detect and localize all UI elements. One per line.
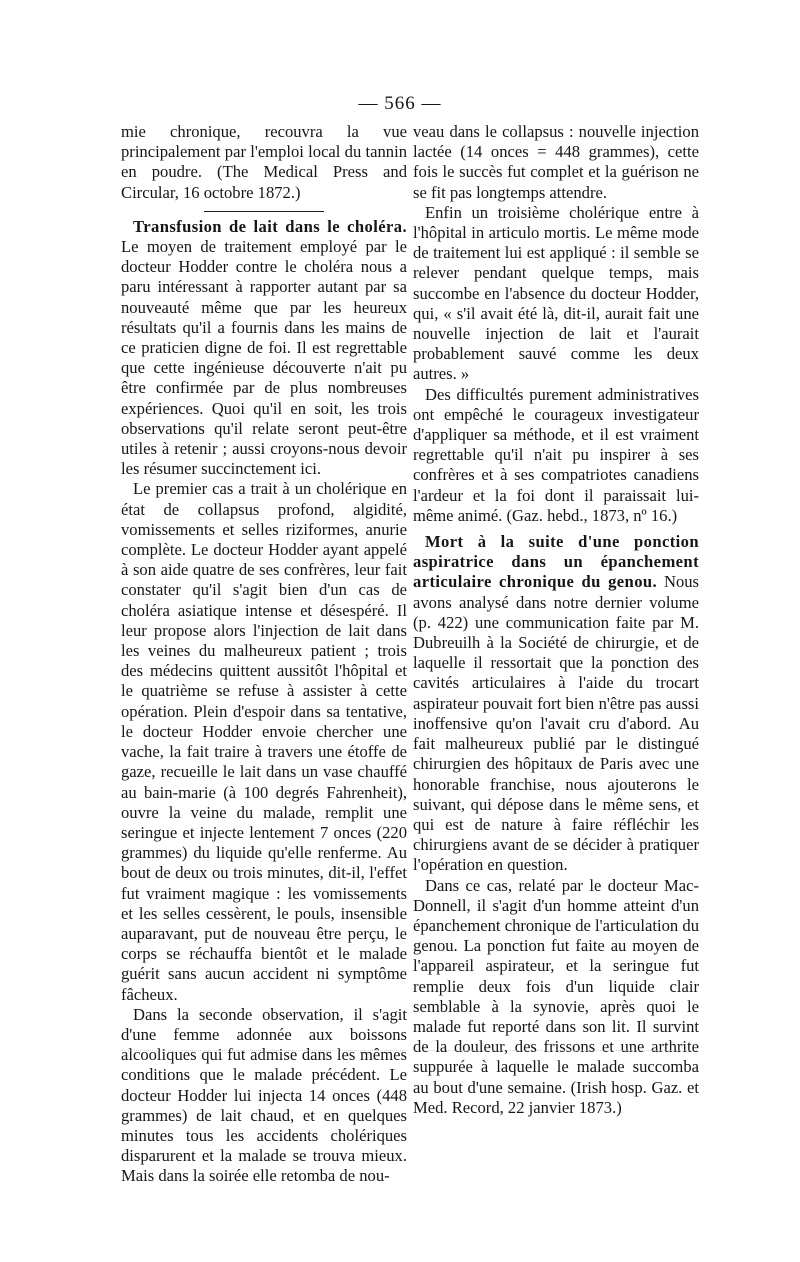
- show-through-line: [413, 1050, 699, 1059]
- article-intro-text: Le moyen de traitement employé par le docteur Hodder contre le choléra nous a paru intéressant à rapporter autant par sa nouveauté même que par les heureux résultats qu'il a fournis dans les mains de ce praticien digne de foi. Il est regrettable que cette ingénieuse découverte n'ait pu être confirmée par de plus nombreuses expériences. Quoi qu'il en soit, les trois observations qu'il relate seront peut-être utiles à retenir ; aussi croyons-nous devoir les résumer succinctement ici.: [121, 237, 407, 479]
- paragraph-mac-donnell-case: Dans ce cas, relaté par le docteur Mac-Donnell, il s'agit d'un homme atteint d'un épanchement chronique de l'articulation du genou. La ponction fut faite au moyen de l'appareil aspirateur, et la seringue fut remplie deux fois d'un liquide clair semblable à la synovie, après quoi le malade fut reporté dans son lit. Il survint de la douleur, des frissons et une arthrite suppurée à laquelle le malade succomba au bout d'une semaine. (Irish hosp. Gaz. et Med. Record, 22 janvier 1873.): [413, 875, 699, 1117]
- page-number: — 566 —: [358, 93, 442, 114]
- article-ponction-intro: [413, 532, 699, 875]
- show-through-line: [121, 1050, 407, 1059]
- article-heading: Mort à la suite d'une ponction aspiratrice dans un épanchement articulaire chronique du genou.: [413, 532, 699, 592]
- continued-paragraph: veau dans le collapsus : nouvelle injection lactée (14 onces = 448 grammes), cette fois le succès fut complet et la guérison ne se fit pas longtemps attendre.: [413, 122, 699, 202]
- paragraph-first-case: Le premier cas a trait à un cholérique en état de collapsus profond, algidité, vomissements et selles riziformes, anurie complète. Le docteur Hodder ayant appelé à son aide quatre de ses confrères, leur fait constater qu'il s'agit bien d'un cas de choléra asiatique intense et désespéré. Il leur propose alors l'injection de lait dans les veines du malheureux patient ; trois des médecins quittent aussitôt l'hôpital et le quatrième se refuse à assister à cette opération. Plein d'espoir dans sa tentative, le docteur Hodder envoie chercher une vache, la fait traire à travers une étoffe de gaze, recueille le lait dans un vase chauffé au bain-marie (à 100 degrés Fahrenheit), ouvre la veine du malade, remplit une seringue et injecte lentement 7 onces (220 grammes) du liquide qu'elle renferme. Au bout de deux ou trois minutes, dit-il, l'effet fut vraiment magique : les vomissements et les selles cessèrent, le pouls, insensible auparavant, put de nouveau être perçu, le corps se réchauffa bientôt et le malade guérit sans aucun accident ni symptôme fâcheux.: [121, 479, 407, 1004]
- paragraph-difficulties: Des difficultés purement administratives ont empêché le courageux investigateur d'appliquer sa méthode, et il est vraiment regrettable qu'il n'ait pu inspirer à ses confrères et à ses compatriotes canadiens l'ardeur et la foi dont il paraissait lui-même animé. (Gaz. hebd., 1873, nº 16.): [413, 384, 699, 525]
- section-divider: [204, 211, 324, 212]
- article-heading: Transfusion de lait dans le choléra.: [133, 216, 407, 236]
- right-column: [413, 122, 699, 1118]
- paragraph-second-case: Dans la seconde observation, il s'agit d'une femme adonnée aux boissons alcooliques qui fut admise dans les mêmes conditions que le malade précédent. Le docteur Hodder lui injecta 14 onces (448 grammes) de lait chaud, et en quelques minutes tous les accidents cholériques disparurent et la malade se trouva mieux. Mais dans la soirée elle retomba de nou-: [121, 1004, 407, 1186]
- article-intro-text: Nous avons analysé dans notre dernier volume (p. 422) une communication faite par M. Dubreuilh à la Société de chirurgie, et de laquelle il ressortait que la ponction des cavités articulaires à l'aide du trocart aspirateur pouvait fort bien n'être pas aussi inoffensive qu'on l'avait cru d'abord. Au fait malheureux publié par le distingué chirurgien des hôpitaux de Paris avec une honorable franchise, nous ajouterons le suivant, qui dépose dans le même sens, et qui est de nature à faire réfléchir les chirurgiens avant de se décider à pratiquer l'opération en question.: [413, 572, 699, 875]
- article-transfusion-intro: [121, 217, 407, 480]
- continued-paragraph: mie chronique, recouvra la vue principalement par l'emploi local du tannin en poudre. (The Medical Press and Circular, 16 octobre 1872.): [121, 122, 407, 202]
- left-column: [121, 122, 407, 1187]
- paragraph-third-case: Enfin un troisième cholérique entre à l'hôpital in articulo mortis. Le même mode de traitement lui est appliqué : il semble se relever pendant quelque temps, mais succombe en l'absence du docteur Hodder, qui, « s'il avait été là, dit-il, aurait fait une nouvelle injection de lait et l'aurait probablement sauvé comme les deux autres. »: [413, 202, 699, 384]
